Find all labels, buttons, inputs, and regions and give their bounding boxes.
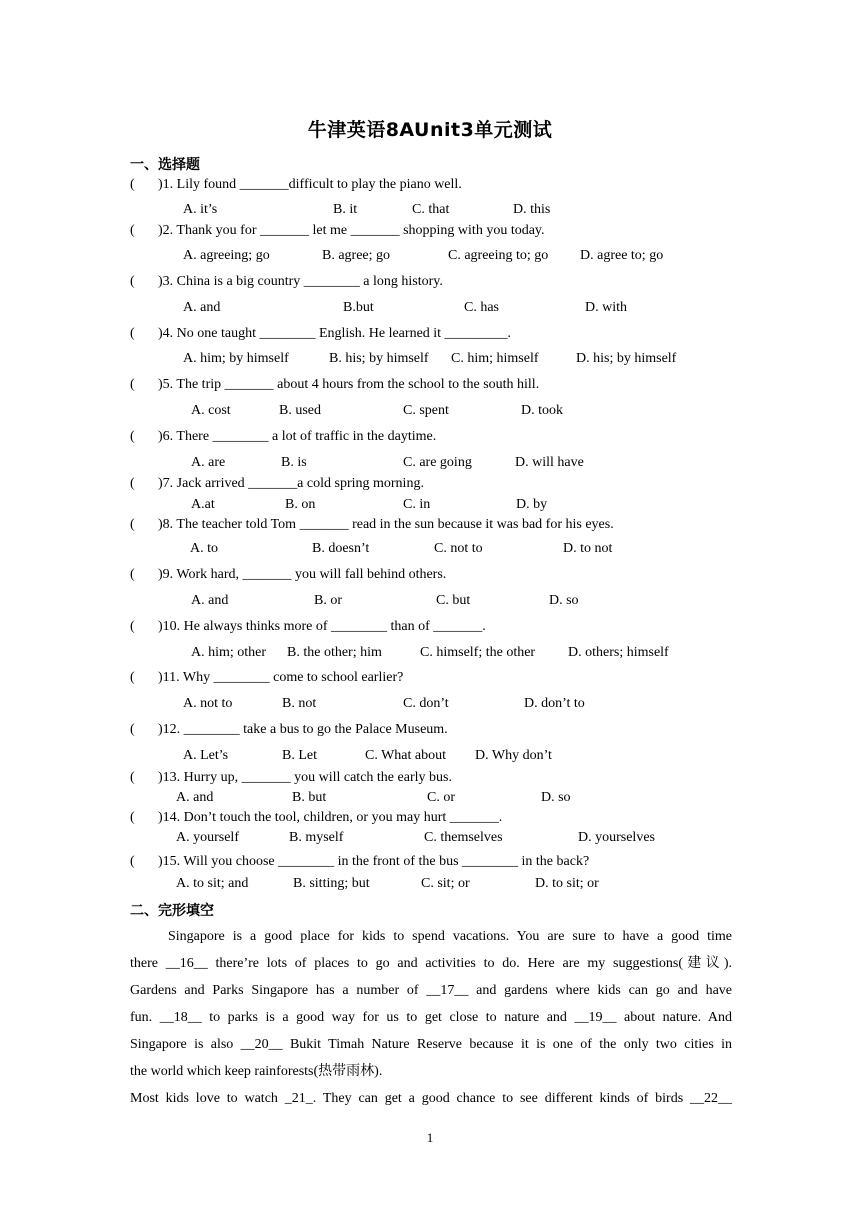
question-5: ( )5. The trip _______ about 4 hours from the school to the south hill. — [130, 377, 540, 392]
passage-line: Singapore is a good place for kids to spend vacations. You are sure to have a good time — [168, 929, 732, 944]
page-title: 牛津英语8AUnit3单元测试 — [307, 119, 553, 141]
question-15: ( )15. Will you choose ________ in the front of the bus ________ in the back? — [130, 854, 590, 869]
passage-line: Gardens and Parks Singapore has a number of __17__ and gardens where kids can go and have — [130, 983, 732, 998]
passage-line: there __16__ there’re lots of places to go and activities to do. Here are my suggestions(建议). — [130, 956, 732, 971]
question-11: ( )11. Why ________ come to school earlier? — [130, 670, 404, 685]
question-2: ( )2. Thank you for _______ let me _______ shopping with you today. — [130, 223, 545, 238]
question-8: ( )8. The teacher told Tom _______ read in the sun because it was bad for his eyes. — [130, 517, 614, 532]
passage-line: Singapore is also __20__ Bukit Timah Nature Reserve because it is one of the only two cities in — [130, 1037, 732, 1052]
passage-line: Most kids love to watch _21_. They can get a good chance to see different kinds of birds __22__ — [130, 1091, 732, 1106]
question-12: ( )12. ________ take a bus to go the Palace Museum. — [130, 722, 448, 737]
question-13: ( )13. Hurry up, _______ you will catch the early bus. — [130, 770, 452, 785]
question-1: ( )1. Lily found _______difficult to play the piano well. — [130, 177, 462, 192]
section-heading-multiple-choice: 一、选择题 — [130, 157, 200, 173]
question-7: ( )7. Jack arrived _______a cold spring morning. — [130, 476, 424, 491]
passage-line: the world which keep rainforests(热带雨林). — [130, 1064, 383, 1079]
section-heading-cloze: 二、完形填空 — [130, 903, 214, 919]
question-6: ( )6. There ________ a lot of traffic in the daytime. — [130, 429, 437, 444]
passage-line: fun. __18__ to parks is a good way for us to get close to nature and __19__ about nature. And — [130, 1010, 732, 1025]
cloze-passage — [130, 923, 732, 1112]
question-14: ( )14. Don’t touch the tool, children, or you may hurt _______. — [130, 810, 503, 825]
question-10: ( )10. He always thinks more of ________ than of _______. — [130, 619, 486, 634]
page-number: 1 — [426, 1130, 434, 1145]
question-3: ( )3. China is a big country ________ a long history. — [130, 274, 443, 289]
question-4: ( )4. No one taught ________ English. He learned it _________. — [130, 326, 512, 341]
question-9: ( )9. Work hard, _______ you will fall behind others. — [130, 567, 447, 582]
document-page: 牛津英语8AUnit3单元测试 一、选择题 ( )1. Lily found _______difficult to play the piano well. A. it’s B. it C. that D. this ( )2. Thank you for _______ let me _______ shopping with you today. A. agreeing; go B. agree; go C. agreeing to; go D. agree to; go ( )3. China is a big country ________ a long history. A. and B.but C. has D. with ( )4. No one taught ________ English. He learned it _________. A. him; by himself B. his; by himself C. him; himself D. his; by himself ( )5. The trip _______ about 4 hours from the school to the south hill. A. cost B. used C. spent D. took ( )6. There ________ a lot of traffic in the daytime. A. are B. is C. are going D. will have ( )7. Jack arrived _______a cold spring morning. A.at B. on C. in D. by ( )8. The teacher told Tom _______ read in the sun because it was bad for his eyes. A. to B. doesn’t C. not to D. to not ( )9. Work hard, _______ you will fall behind others. A. and B. or C. but D. so ( )10. He always thinks more of ________ than of _______. A. him; other B. the other; him C. himself; the other D. others; himself ( )11. Why ________ come to school earlier? A. not to B. not C. don’t D. don’t to ( )12. ________ take a bus to go the Palace Museum. A. Let’s B. Let C. What about D. Why don’t ( )13. Hurry up, _______ you will catch the early bus. A. and B. but C. or D. so ( )14. Don’t touch the tool, children, or you may hurt _______. A. yourself B. myself C. themselves D. yourselves ( )15. Will you choose ________ in the front of the bus ________ in the back? A. to sit; and B. sitting; but C. sit; or D. to sit; or 二、完形填空 Singapore is a good place for kids to spend vacations. You are sure to have a good time there __16__ there’re lots of places to go and activities to do. Here are my suggestions(建议). Gardens and Parks Singapore has a number of __17__ and gardens where kids can go and have fun. __18__ to parks is a good way for us to get close to nature and __19__ about nature. And Singapore is also __20__ Bukit Timah Nature Reserve because it is one of the only two cities in the world which keep rainforests(热带雨林). Most kids love to watch _21_. They can get a good chance to see different kinds of birds __22__ 1 — [0, 0, 860, 1216]
